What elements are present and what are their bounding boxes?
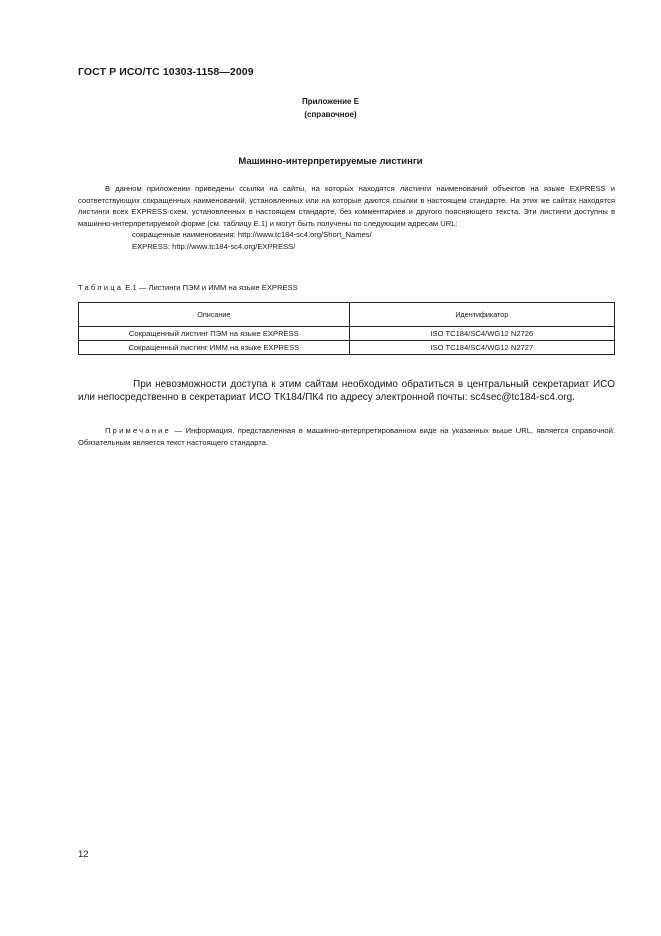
note-text: — Информация, представленная в машинно-интерпретированном виде на указанных выше URL, является справочной. Обязательным является текст настоящего стандарта. (78, 426, 615, 447)
table-header-row (79, 303, 615, 327)
url-express: EXPRESS: http://www.tc184-sc4.org/EXPRESS/ (132, 241, 296, 251)
table-cell-description: Сокращенный листинг ИММ на языке EXPRESS (79, 341, 350, 355)
table-row (79, 327, 615, 341)
listings-table (78, 302, 615, 355)
document-header: ГОСТ Р ИСО/ТС 10303-1158—2009 (78, 66, 254, 78)
note-paragraph (78, 425, 615, 448)
note (78, 425, 615, 448)
note-label: Примечание (105, 426, 171, 435)
table-caption-text: Е.1 — Листинги ПЭМ и ИММ на языке EXPRESS (123, 283, 298, 292)
table-cell-description: Сокращенный листинг ПЭМ на языке EXPRESS (79, 327, 350, 341)
table-caption-prefix: Таблица (78, 283, 124, 292)
body-text (78, 183, 615, 252)
url-short-names: сокращенные наименования: http://www.tc184-sc4.org/Short_Names/ (132, 230, 372, 239)
annex-heading (0, 95, 661, 121)
contact-text: При невозможности доступа к этим сайтам необходимо обратиться в центральный секретариат ИСО или непосредственно в секретариат ИСО ТК184/ПК4 по адресу электронной почты: sc4sec@tc184-sc4.org. (78, 379, 615, 403)
table-caption (78, 283, 298, 292)
section-title: Машинно-интерпретируемые листинги (238, 156, 423, 167)
annex-status: (справочное) (304, 110, 357, 119)
contact-paragraph (78, 379, 615, 404)
page-number: 12 (78, 849, 89, 860)
table-cell-identifier: ISO TC184/SC4/WG12 N2727 (349, 341, 614, 355)
intro-paragraph: В данном приложении приведены ссылки на сайты, на которых находятся листинги наименований объектов на языке EXPRESS и соответствующих сокращенных наименований, установленных или на которые даются ссылки в настоящем стандарте. На этих же сайтах находятся листинги всех EXPRESS-схем, установленных в настоящем стандарте, без комментариев и другого поясняющего текста. Эти листинги доступны в машинно-интерпретируемой форме (см. таблицу Е.1) и могут быть получены по следующим адресам URL: (78, 184, 615, 228)
table-row (79, 341, 615, 355)
annex-label: Приложение Е (301, 97, 360, 106)
column-header-identifier: Идентификатор (349, 303, 614, 327)
table-cell-identifier: ISO TC184/SC4/WG12 N2726 (349, 327, 614, 341)
column-header-description: Описание (79, 303, 350, 327)
